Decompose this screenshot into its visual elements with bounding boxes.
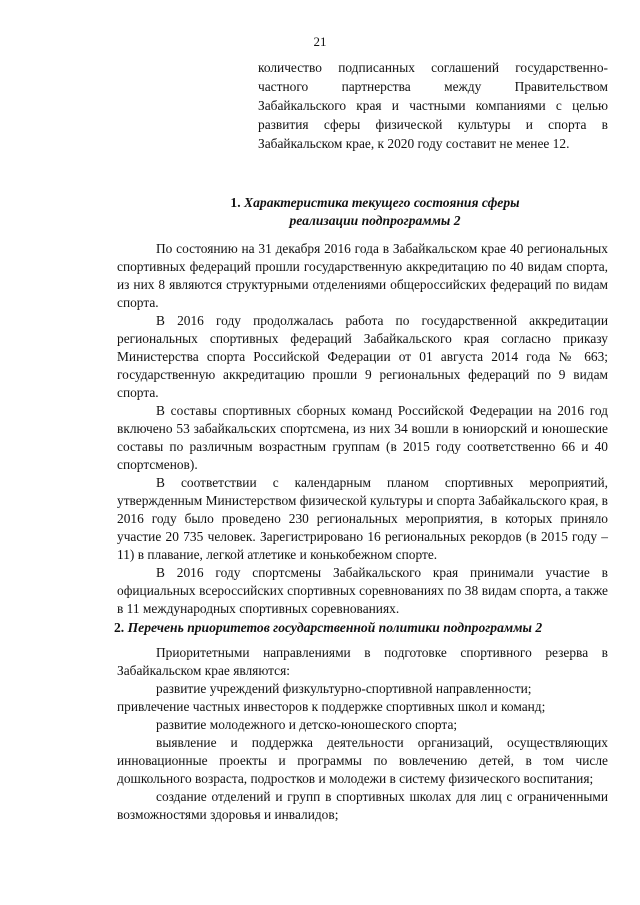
target-indicator-text: количество подписанных соглашений государственно-частного партнерства между Правительством Забайкальского края и частными компаниями с целью развития сферы физической культуры и спорта в Забайкальском крае, к 2020 году составит не менее 12. xyxy=(258,60,608,151)
priority-list-item: развитие учреждений физкультурно-спортивной направленности; xyxy=(156,681,532,696)
section-1-title-line-1: Характеристика текущего состояния сферы xyxy=(244,195,520,210)
section-2-body xyxy=(117,644,608,824)
page-number: 21 xyxy=(313,34,327,49)
section-1-paragraph: В составы спортивных сборных команд Российской Федерации на 2016 год включено 53 забайкальских спортсмена, из них 34 вошли в юниорский и юношеские составы по различным возрастным группам (в 2015 году соответственно 66 и 40 спортсменов). xyxy=(117,403,608,472)
section-1-heading xyxy=(110,194,640,230)
section-1-title-line-2: реализации подпрограммы 2 xyxy=(289,213,461,228)
section-1-paragraph: В 2016 году продолжалась работа по государственной аккредитации региональных спортивных федераций Забайкальского края согласно приказу Министерства спорта Российской Федерации от 01 августа 2014 года № 663; государственную аккредитацию прошли 9 региональных федераций по 9 видам спорта. xyxy=(117,313,608,400)
section-2-heading xyxy=(0,619,600,637)
priority-list-item: выявление и поддержка деятельности организаций, осуществляющих инновационные проекты и программы по вовлечению детей, в том числе дошкольного возраста, подростков и молодежи в систему физического воспитания; xyxy=(117,735,608,786)
section-1-body xyxy=(117,240,608,618)
section-1-paragraph: В соответствии с календарным планом спортивных мероприятий, утвержденным Министерством физической культуры и спорта Забайкальского края, в 2016 году было проведено 230 региональных мероприятия, в которых приняло участие 20 735 человек. Зарегистрировано 16 региональных рекордов (в 2015 году – 11) в плавание, легкой атлетике и конькобежном спорте. xyxy=(117,475,608,562)
section-2-title: Перечень приоритетов государственной политики подпрограммы 2 xyxy=(127,620,543,635)
priority-list-item: развитие молодежного и детско-юношеского спорта; xyxy=(156,717,458,732)
section-1-heading-line-1 xyxy=(110,194,640,212)
section-1-number: 1. xyxy=(230,195,241,210)
section-1-paragraph: В 2016 году спортсмены Забайкальского края принимали участие в официальных всероссийских спортивных соревнованиях по 38 видам спорта, а также в 11 международных спортивных соревнованиях. xyxy=(117,565,608,616)
section-2-number: 2. xyxy=(114,620,125,635)
section-2-intro: Приоритетными направлениями в подготовке спортивного резерва в Забайкальском крае являются: xyxy=(117,645,608,678)
priority-list-item: создание отделений и групп в спортивных школах для лиц с ограниченными возможностями здоровья и инвалидов; xyxy=(117,789,608,822)
priority-list-item: привлечение частных инвесторов к поддержке спортивных школ и команд; xyxy=(117,699,546,714)
section-1-paragraph: По состоянию на 31 декабря 2016 года в Забайкальском крае 40 региональных спортивных федераций прошли государственную аккредитацию по 40 видам спорта, из них 8 являются структурными отделениями общероссийских федераций по видам спорта. xyxy=(117,241,608,310)
